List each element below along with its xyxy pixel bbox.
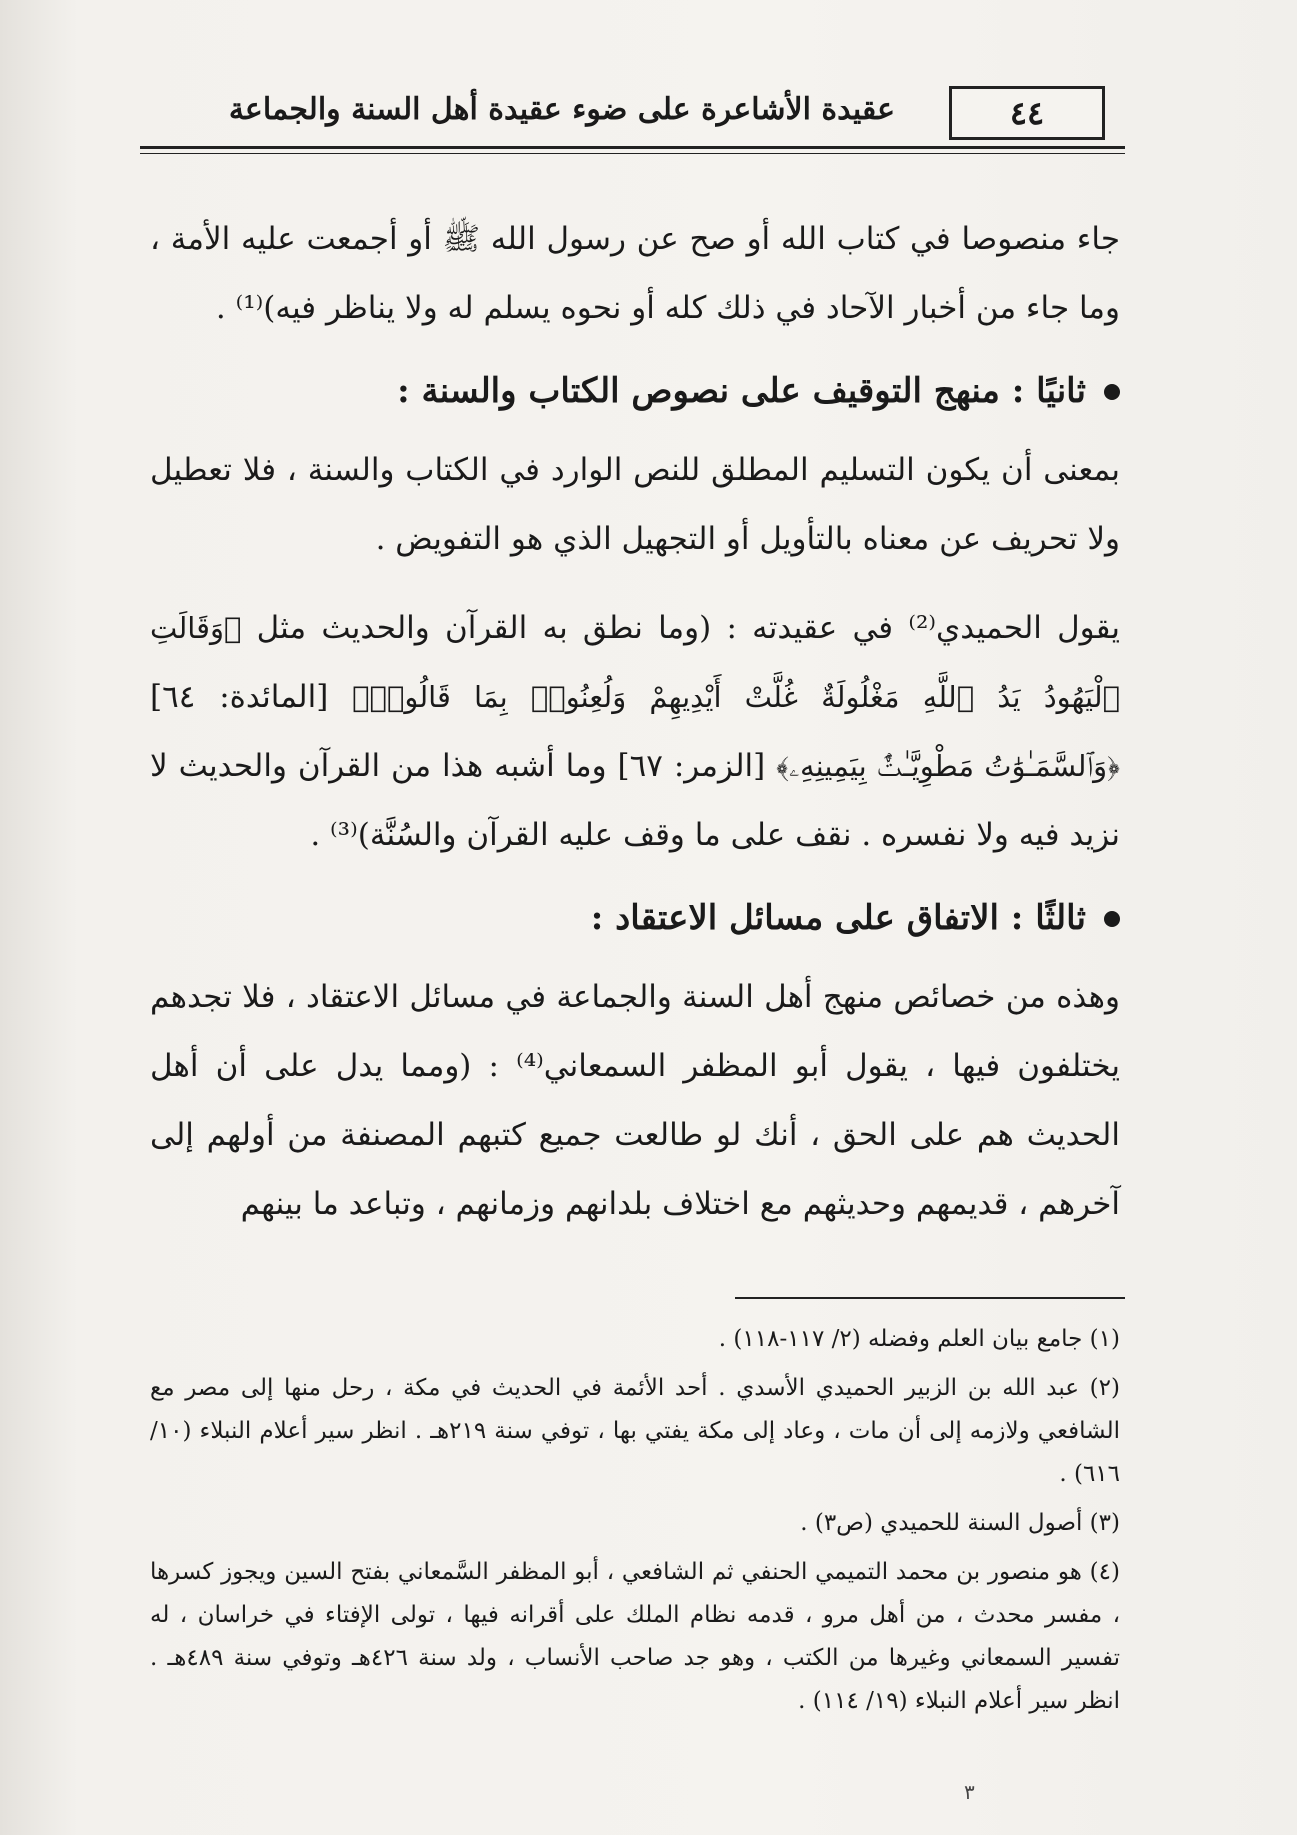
quran-verse-2: ﴿وَٱلسَّمَـٰوَٰتُ مَطْوِيَّـٰتٌۢ بِيَمِينِهِۦ﴾: [776, 749, 1120, 783]
header-rule: [140, 146, 1125, 149]
bullet-icon: [1104, 911, 1120, 927]
paragraph-3: [150, 594, 1120, 870]
paragraph-2: بمعنى أن يكون التسليم المطلق للنص الوارد في الكتاب والسنة ، فلا تعطيل ولا تحريف عن معناه بالتأويل أو التجهيل الذي هو التفويض .: [150, 452, 1120, 557]
page-mark: ٣: [964, 1780, 975, 1804]
footnote-2: (٢) عبد الله بن الزبير الحميدي الأسدي . أحد الأئمة في الحديث في مكة ، رحل منها إلى مصر مع الشافعي ولازمه إلى أن مات ، وعاد إلى مكة يفتي بها ، توفي سنة ٢١٩هـ . انظر سير أعلام النبلاء (١٠/ ٦١٦) .: [150, 1375, 1120, 1487]
bullet-icon: [1104, 384, 1120, 400]
paragraph-1: جاء منصوصا في كتاب الله أو صح عن رسول الله ﷺ أو أجمعت عليه الأمة ، وما جاء من أخبار الآحاد في ذلك كله أو نحوه يسلم له ولا يناظر فيه)⁽¹⁾ .: [150, 221, 1120, 326]
humaidi-intro: يقول الحميدي⁽²⁾ في عقيدته : (وما نطق به القرآن والحديث مثل: [256, 610, 1120, 646]
footnotes: [150, 1318, 1120, 1729]
heading-3-text: ثالثًا : الاتفاق على مسائل الاعتقاد :: [590, 898, 1086, 938]
paragraph-4: وهذه من خصائص منهج أهل السنة والجماعة في مسائل الاعتقاد ، فلا تجدهم يختلفون فيها ، يقول أبو المظفر السمعاني⁽⁴⁾ : (ومما يدل على أن أهل الحديث هم على الحق ، أنك لو طالعت جميع كتبهم المصنفة من أولهم إلى آخرهم ، قديمهم وحديثهم مع اختلاف بلدانهم وزمانهم ، وتباعد ما بينهم: [150, 979, 1121, 1222]
humaidi-rest: وما أشبه هذا من القرآن والحديث لا نزيد فيه ولا نفسره . نقف على ما وقف عليه القرآن والسُنَّة)⁽³⁾ .: [150, 748, 1120, 853]
quran-verse-1: ﴿وَقَالَتِ ٱلْيَهُودُ يَدُ ٱللَّهِ مَغْلُولَةٌ غُلَّتْ أَيْدِيهِمْ وَلُعِنُوا۟ بِمَا قَالُوا۟﴾: [150, 611, 1120, 714]
footnote-separator: [735, 1297, 1125, 1299]
verse-ref-2: [الزمر: ٦٧]: [617, 748, 766, 784]
verse-ref-1: [المائدة: ٦٤]: [150, 679, 329, 715]
running-title: عقيدة الأشاعرة على ضوء عقيدة أهل السنة والجماعة: [228, 92, 895, 127]
section-heading-3: [150, 884, 1120, 953]
heading-2-text: ثانيًا : منهج التوقيف على نصوص الكتاب والسنة :: [397, 371, 1086, 411]
page-header: [140, 82, 1125, 154]
footnote-3: (٣) أصول السنة للحميدي (ص٣) .: [800, 1510, 1120, 1536]
section-heading-2: [150, 357, 1120, 426]
footnote-1: (١) جامع بيان العلم وفضله (٢/ ١١٧-١١٨) .: [718, 1326, 1120, 1352]
page-number: ٤٤: [1009, 94, 1045, 132]
footnote-4: (٤) هو منصور بن محمد التميمي الحنفي ثم الشافعي ، أبو المظفر السَّمعاني بفتح السين ويجوز كسرها ، مفسر محدث ، من أهل مرو ، قدمه نظام الملك على أقرانه فيها ، تولى الإفتاء في خراسان ، له تفسير السمعاني وغيرها من الكتب ، وهو جد صاحب الأنساب ، ولد سنة ٤٢٦هـ وتوفي سنة ٤٨٩هـ . انظر سير أعلام النبلاء (١٩/ ١١٤) .: [150, 1559, 1121, 1714]
header-rule-thin: [140, 153, 1125, 154]
main-text: [150, 205, 1120, 1239]
page-number-box: [949, 86, 1105, 140]
